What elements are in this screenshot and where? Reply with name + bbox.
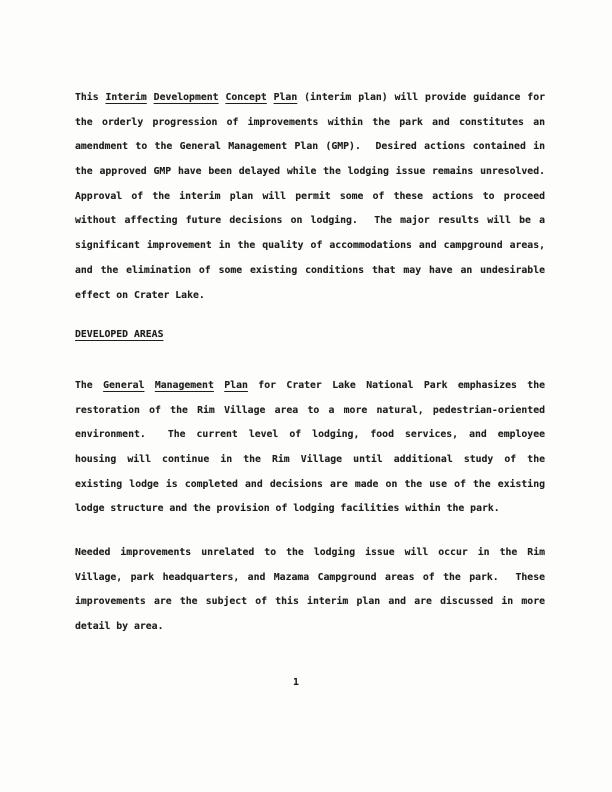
text-segment: Needed improvements unrelated to the lodging issue will occur in the Rim — [75, 547, 545, 558]
underlined-text: General — [103, 380, 145, 391]
heading-developed-areas — [75, 323, 545, 348]
text-segment — [147, 92, 154, 103]
text-line — [75, 423, 545, 448]
underlined-text: Development — [153, 92, 219, 103]
text-segment: and the elimination of some existing conditions that may have an undesirable — [75, 264, 545, 276]
text-line — [75, 86, 545, 111]
text-segment: environment. The current level of lodging, food services, and employee — [75, 429, 545, 441]
text-line — [75, 497, 545, 522]
text-segment — [214, 380, 224, 391]
text-segment: lodge structure and the provision of lodging facilities within the park. — [75, 503, 500, 515]
text-segment: for Crater Lake National Park emphasizes the — [247, 380, 546, 391]
paragraph-rim-village — [75, 374, 545, 522]
text-segment: housing will continue in the Rim Village until additional study of the — [75, 454, 545, 466]
text-segment: (interim plan) will provide guidance for — [297, 92, 545, 103]
underlined-text: Plan — [224, 380, 248, 391]
text-segment: effect on Crater Lake. — [75, 289, 205, 301]
text-segment: the approved GMP have been delayed while the lodging issue remains unresolved. — [75, 166, 545, 178]
text-line — [75, 323, 545, 348]
underlined-text: Interim — [105, 92, 147, 103]
text-line — [75, 209, 545, 234]
text-segment: the orderly progression of improvements within the park and constitutes an — [75, 116, 545, 128]
underlined-text: DEVELOPED AREAS — [75, 329, 164, 340]
paragraph-intro — [75, 86, 545, 308]
text-segment: The — [75, 380, 104, 391]
text-segment: Village, park headquarters, and Mazama Campground areas of the park. These — [75, 571, 545, 583]
underlined-text: Concept — [225, 92, 267, 103]
underlined-text: Plan — [273, 92, 298, 103]
paragraph-needed-improvements — [75, 541, 545, 640]
text-segment: restoration of the Rim Village area to a more natural, pedestrian-oriented — [75, 404, 545, 416]
text-segment — [267, 92, 274, 103]
text-line — [75, 160, 545, 185]
text-segment: improvements are the subject of this interim plan and are discussed in more — [75, 596, 545, 608]
text-line — [75, 111, 545, 136]
page-number: 1 — [293, 677, 299, 688]
text-line — [75, 566, 545, 591]
text-line — [75, 135, 545, 160]
text-line — [75, 590, 545, 615]
text-line — [75, 541, 545, 566]
underlined-text: Management — [154, 380, 214, 391]
text-line — [75, 284, 545, 309]
text-line — [75, 448, 545, 473]
text-segment: existing lodge is completed and decisions are made on the use of the existing — [75, 478, 545, 490]
text-line — [75, 374, 545, 399]
text-segment: This — [75, 92, 106, 103]
text-line — [75, 234, 545, 259]
text-line — [75, 473, 545, 498]
text-line — [75, 399, 545, 424]
text-segment: without affecting future decisions on lodging. The major results will be a — [75, 215, 545, 227]
text-segment: amendment to the General Management Plan (GMP). Desired actions contained in — [75, 141, 545, 153]
text-segment: significant improvement in the quality of accommodations and campground areas, — [75, 240, 545, 252]
text-segment: Approval of the interim plan will permit some of these actions to proceed — [75, 190, 545, 202]
text-line — [75, 259, 545, 284]
text-segment — [144, 380, 154, 391]
text-segment: detail by area. — [75, 621, 164, 633]
text-line — [75, 615, 545, 640]
text-line — [75, 185, 545, 210]
